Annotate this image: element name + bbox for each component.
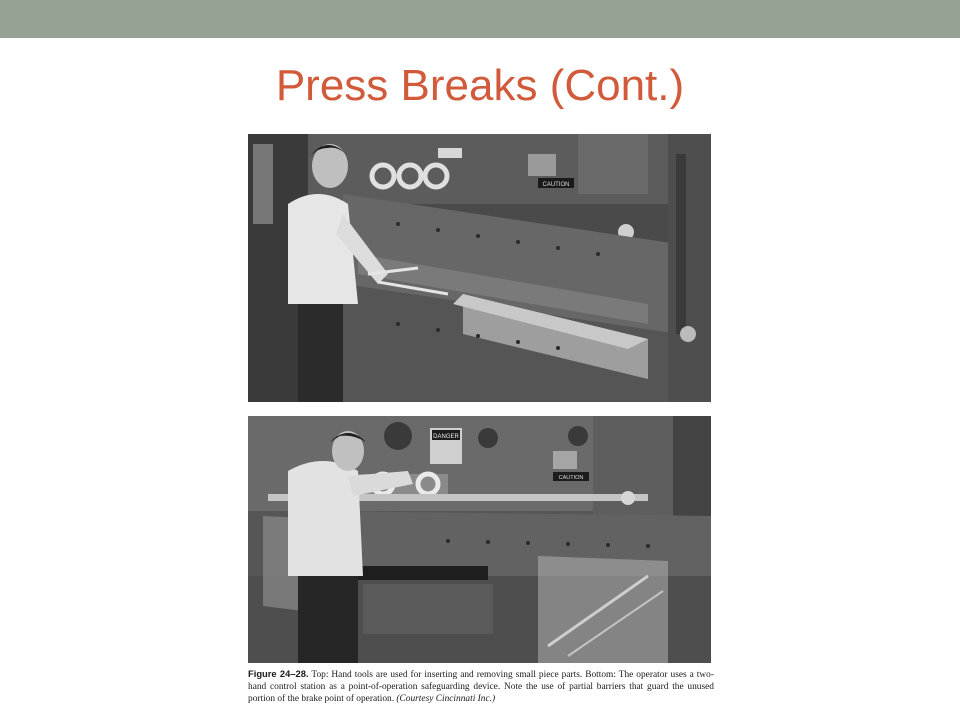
photo-press-brake-hand-tools [248,134,711,402]
figure-caption [248,668,714,705]
caution-sign-label: CAUTION [558,475,584,481]
caution-sign-label: CAUTION [542,182,570,188]
figure-label: Figure 24–28. [248,668,309,679]
header-bar [0,0,960,38]
danger-sign-label: DANGER [433,434,459,440]
caption-text: Top: Hand tools are used for inserting and removing small piece parts. Bottom: The operator uses a two-hand control station as a point-of-operation safeguarding device. Note the use of partial barriers that guard the unused portion of the brake point of operation. [248,670,714,704]
photo-press-brake-two-hand-control [248,416,711,663]
slide-title: Press Breaks (Cont.) [275,61,685,110]
caption-credit: (Courtesy Cincinnati Inc.) [396,694,496,704]
